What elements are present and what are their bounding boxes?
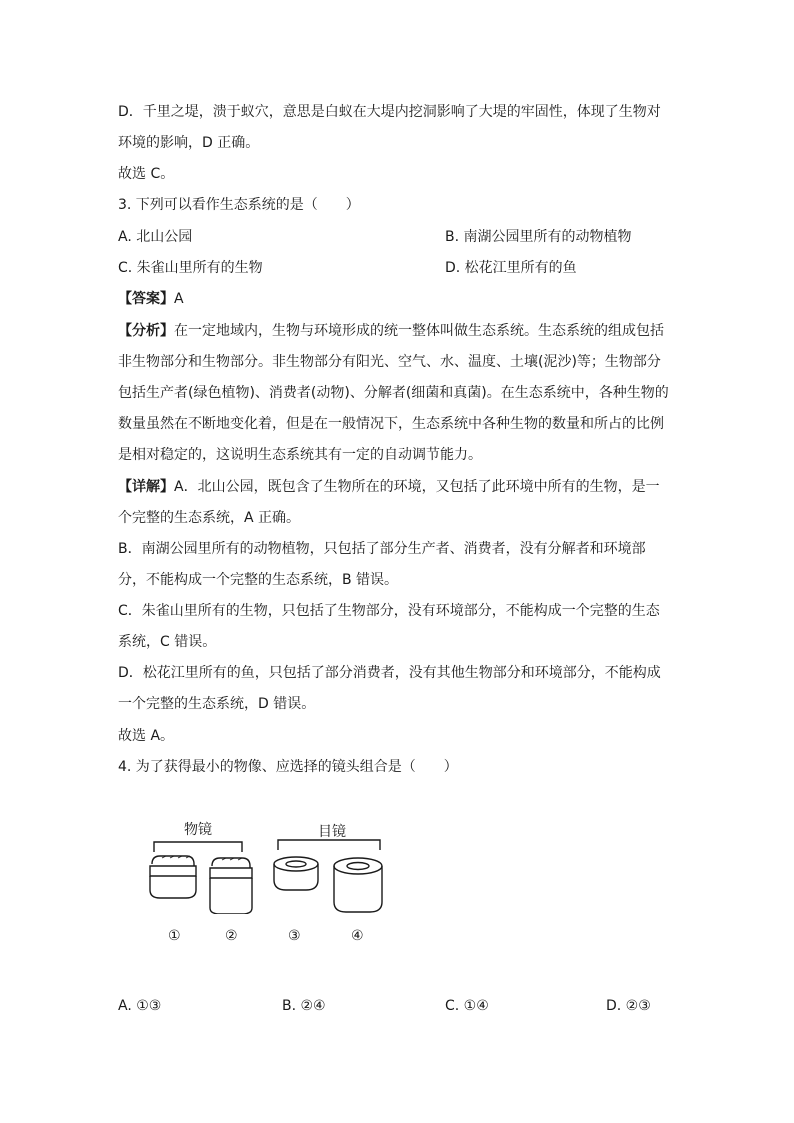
q4-option-c: C. ①④	[445, 998, 489, 1014]
eyepiece-lens-short	[274, 857, 318, 890]
detail-text: A．北山公园，既包含了生物所在的环境，又包括了此环境中所有的生物，是一	[174, 479, 660, 495]
q3-detail-line-8: 一个完整的生态系统，D 错误。	[118, 696, 316, 712]
objective-lens-long	[210, 858, 252, 914]
q3-detail-line-7: D．松花江里所有的鱼，只包括了部分消费者，没有其他生物部分和环境部分，不能构成	[118, 665, 661, 681]
eyepiece-lens-long	[334, 858, 382, 912]
q3-detail-line-2: 个完整的生态系统，A 正确。	[118, 510, 301, 526]
detail-tag: 【详解】	[118, 479, 174, 495]
q3-question: 3. 下列可以看作生态系统的是（ ）	[118, 197, 360, 213]
q3-analysis-line-3: 包括生产者(绿色植物)、消费者(动物)、分解者(细菌和真菌)。在生态系统中，各种生物的	[118, 385, 669, 401]
q3-detail-line-4: 分，不能构成一个完整的生态系统，B 错误。	[118, 572, 399, 588]
q3-analysis-line-5: 是相对稳定的，这说明生态系统其有一定的自动调节能力。	[118, 447, 482, 463]
q3-analysis-line-2: 非生物部分和生物部分。非生物部分有阳光、空气、水、温度、土壤(泥沙)等；生物部分	[118, 354, 661, 370]
q2-option-d-line2: 环境的影响，D 正确。	[118, 135, 260, 151]
q3-analysis-line-4: 数量虽然在不断地变化着，但是在一般情况下，生态系统中各种生物的数量和所占的比例	[118, 416, 664, 432]
q4-question: 4. 为了获得最小的物像、应选择的镜头组合是（ ）	[118, 759, 458, 775]
q3-detail-line-6: 系统，C 错误。	[118, 634, 217, 650]
analysis-tag: 【分析】	[118, 323, 174, 339]
q2-option-d-line1: D．千里之堤，溃于蚁穴，意思是白蚁在大堤内挖洞影响了大堤的牢固性，体现了生物对	[118, 104, 661, 120]
q3-conclusion: 故选 A。	[118, 728, 175, 744]
q3-answer	[118, 289, 184, 309]
lens-label-4: ④	[351, 928, 364, 944]
objective-label: 物镜	[184, 822, 212, 838]
q3-detail-line-1	[118, 477, 660, 497]
q3-option-a: A. 北山公园	[118, 229, 193, 245]
q3-analysis-line-1	[118, 321, 664, 341]
q4-option-a: A. ①③	[118, 998, 162, 1014]
answer-value: A	[174, 291, 184, 307]
q4-option-b: B. ②④	[282, 998, 326, 1014]
lens-label-2: ②	[225, 928, 238, 944]
eyepiece-bracket	[278, 840, 380, 850]
q3-option-c: C. 朱雀山里所有的生物	[118, 260, 263, 276]
q3-option-b: B. 南湖公园里所有的动物植物	[445, 229, 632, 245]
q2-conclusion: 故选 C。	[118, 166, 175, 182]
objective-bracket	[154, 842, 242, 852]
lens-label-3: ③	[288, 928, 301, 944]
answer-tag: 【答案】	[118, 291, 174, 307]
objective-lens-short	[150, 856, 196, 898]
q3-option-d: D. 松花江里所有的鱼	[445, 260, 577, 276]
q3-detail-line-5: C．朱雀山里所有的生物，只包括了生物部分，没有环境部分，不能构成一个完整的生态	[118, 603, 660, 619]
analysis-text: 在一定地域内，生物与环境形成的统一整体叫做生态系统。生态系统的组成包括	[174, 323, 664, 339]
lens-drawing	[140, 818, 400, 914]
q3-detail-line-3: B．南湖公园里所有的动物植物，只包括了部分生产者、消费者，没有分解者和环境部	[118, 541, 646, 557]
lens-figure	[140, 818, 400, 948]
q4-option-d: D. ②③	[606, 998, 651, 1014]
lens-label-1: ①	[168, 928, 181, 944]
eyepiece-label: 目镜	[318, 824, 346, 840]
